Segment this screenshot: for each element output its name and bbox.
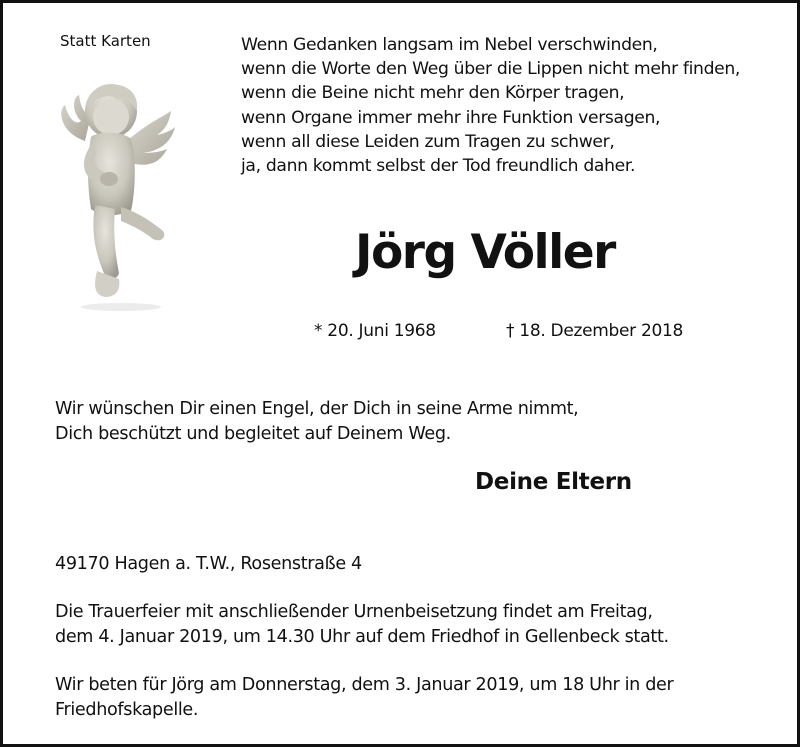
prayer-line: Wir beten für Jörg am Donnerstag, dem 3. Januar 2019, um 18 Uhr in der [55, 675, 674, 695]
funeral-notice [55, 600, 669, 649]
poem-line: wenn die Worte den Weg über die Lippen nicht mehr finden, [241, 59, 741, 80]
address: 49170 Hagen a. T.W., Rosenstraße 4 [55, 554, 362, 574]
poem-line: ja, dann kommt selbst der Tod freundlich daher. [241, 156, 636, 177]
poem-line: Wenn Gedanken langsam im Nebel verschwinden, [241, 35, 658, 55]
deceased-name: Jörg Völler [355, 225, 615, 280]
header-label: Statt Karten [60, 32, 151, 50]
prayer-line: Friedhofskapelle. [55, 699, 199, 720]
poem-line: wenn die Beine nicht mehr den Körper tragen, [241, 83, 625, 104]
birth-date: * 20. Juni 1968 [314, 321, 436, 341]
message-line: Dich beschützt und begleitet auf Deinem Weg. [55, 423, 451, 444]
poem [241, 33, 740, 178]
poem-line: wenn all diese Leiden zum Tragen zu schwer, [241, 131, 615, 152]
funeral-line: dem 4. Januar 2019, um 14.30 Uhr auf dem Friedhof in Gellenbeck statt. [55, 626, 669, 647]
farewell-message [55, 397, 578, 446]
message-line: Wir wünschen Dir einen Engel, der Dich in seine Arme nimmt, [55, 399, 579, 419]
angel-figurine-icon [51, 81, 181, 313]
funeral-line: Die Trauerfeier mit anschließender Urnenbeisetzung findet am Freitag, [55, 602, 653, 622]
poem-line: wenn Organe immer mehr ihre Funktion versagen, [241, 107, 661, 128]
prayer-notice [55, 673, 673, 722]
signature: Deine Eltern [475, 469, 632, 495]
death-date: † 18. Dezember 2018 [506, 321, 684, 341]
